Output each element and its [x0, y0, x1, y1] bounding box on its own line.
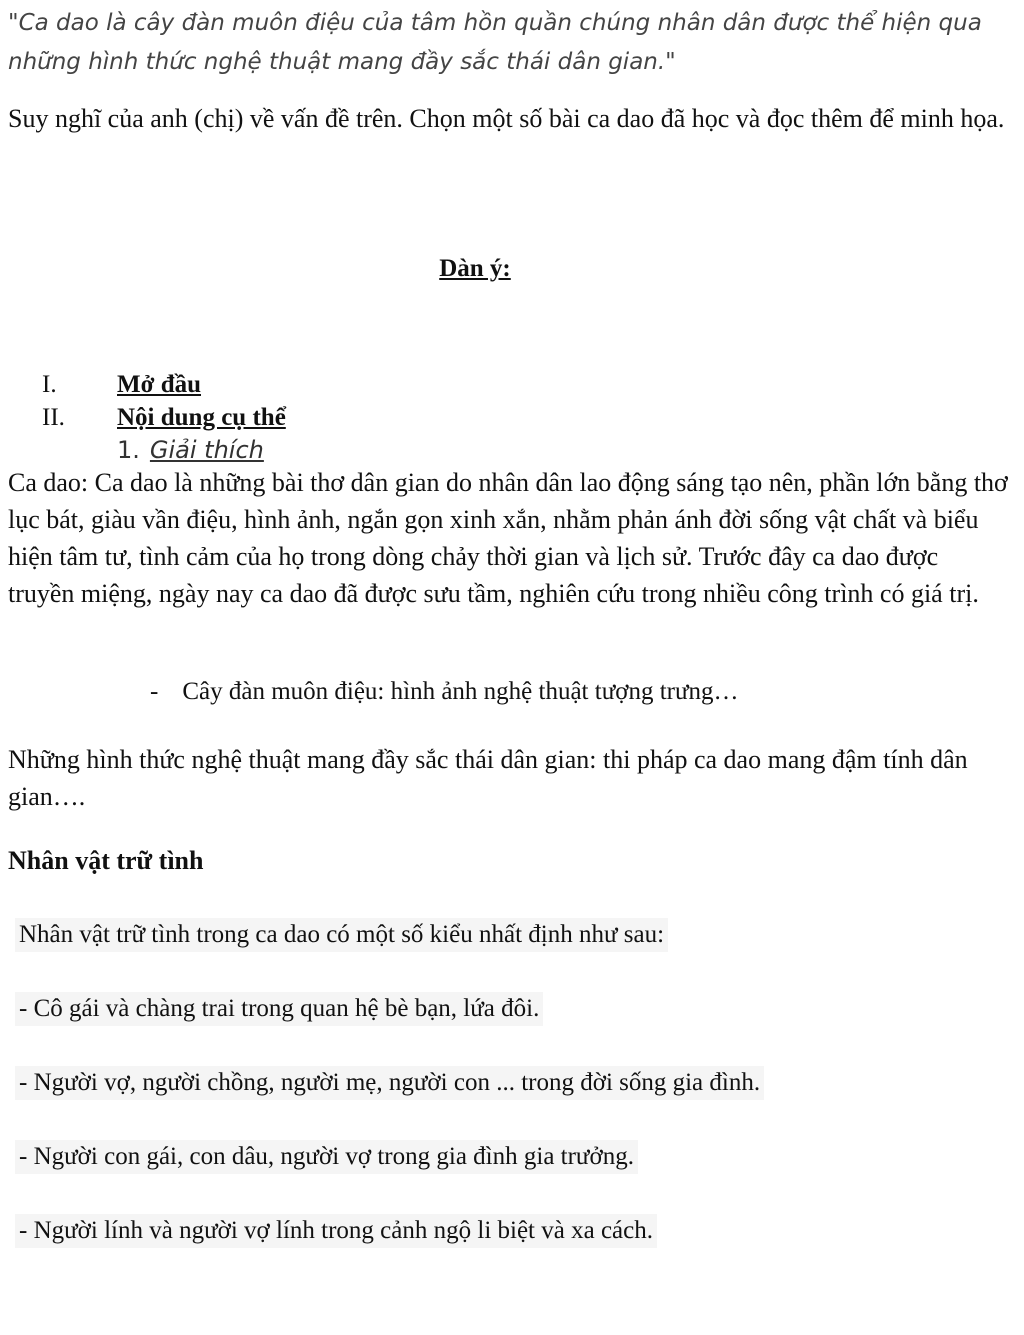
- lyric-item-4: - Người lính và người vợ lính trong cảnh ngộ li biệt và xa cách.: [15, 1214, 657, 1248]
- forms-paragraph: Những hình thức nghệ thuật mang đầy sắc thái dân gian: thi pháp ca dao mang đậm tính dân gian….: [8, 745, 968, 811]
- section-1-label: Mở đầu: [117, 371, 201, 398]
- outline-title: Dàn ý:: [439, 255, 511, 282]
- section-1-number: I.: [42, 371, 57, 398]
- lyric-heading: Nhân vật trữ tình: [8, 846, 204, 875]
- section-2-label: Nội dung cụ thể: [117, 404, 286, 431]
- quote-paragraph: "Ca dao là cây đàn muôn điệu của tâm hồn quần chúng nhân dân được thể hiện qua những hình thức nghệ thuật mang đầy sắc thái dân gian.": [8, 10, 982, 75]
- dash-item: [150, 678, 739, 706]
- prompt-paragraph: Suy nghĩ của anh (chị) về vấn đề trên. Chọn một số bài ca dao đã học và đọc thêm để minh họa.: [8, 104, 1005, 133]
- section-2: [0, 401, 600, 434]
- subsection-number: 1.: [117, 436, 140, 464]
- ca-dao-definition: Ca dao: Ca dao là những bài thơ dân gian do nhân dân lao động sáng tạo nên, phần lớn bằng thơ lục bát, giàu vần điệu, hình ảnh, ngắn gọn xinh xắn, nhằm phản ánh đời sống vật chất và biểu hiện tâm tư, tình cảm của họ trong dòng chảy thời gian và lịch sử. Trước đây ca dao được truyền miệng, ngày nay ca dao đã được sưu tầm, nghiên cứu trong nhiều công trình có giá trị.: [8, 468, 1008, 608]
- lyric-intro: Nhân vật trữ tình trong ca dao có một số kiểu nhất định như sau:: [15, 918, 668, 952]
- lyric-item-3: - Người con gái, con dâu, người vợ trong gia đình gia trưởng.: [15, 1140, 638, 1174]
- section-1: [0, 368, 600, 401]
- lyric-item-2: - Người vợ, người chồng, người mẹ, người con ... trong đời sống gia đình.: [15, 1066, 764, 1100]
- section-2-number: II.: [42, 404, 65, 431]
- lyric-item-1: - Cô gái và chàng trai trong quan hệ bè bạn, lứa đôi.: [15, 992, 543, 1026]
- dash-bullet: -: [150, 678, 159, 705]
- subsection-1: [117, 436, 264, 464]
- dash-item-text: Cây đàn muôn điệu: hình ảnh nghệ thuật tượng trưng…: [182, 678, 739, 705]
- subsection-label: Giải thích: [149, 436, 264, 464]
